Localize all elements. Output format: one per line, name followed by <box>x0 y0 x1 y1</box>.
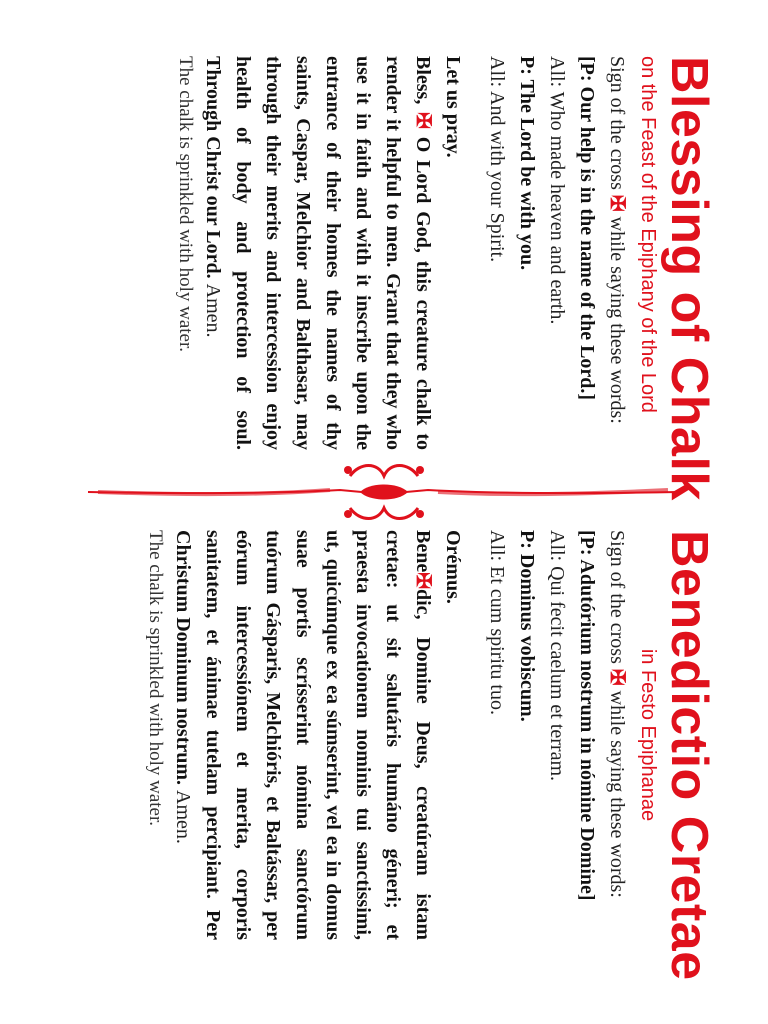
english-blessing-body: O Lord God, this creature chalk to render it helpful to men. Grant that they who use it in faith and with it inscribe upon the entrance of their homes the names of thy saints, Caspar, Melchior and Balthasar, may through their merits and intercession enjoy health of body and protection of soul. Through Christ our Lord. <box>202 56 434 451</box>
latin-blessing-start: Bene <box>412 530 434 573</box>
latin-subtitle: in Festo Epiphanae <box>637 648 659 822</box>
english-response-1: All: Who made heaven and earth. <box>546 56 568 325</box>
cross-icon: ✠ <box>606 668 628 686</box>
latin-title: Benedictio Cretae <box>660 530 718 981</box>
latin-blessing-body: dic, Domine Deus, creatúram istam cretae: ut sit salutáris humáno géneri; et praesta invocationem nominis tui sanctissimi, ut, quicúmque ex ea súmserint, vel ea in domus suae portis scrísserint nómina sanctórum tuórum Gásparis, Melchióris, et Baltássar, per eórum intercessiónem et merita, corporis sanitatem, et ánimae tutelam percipiant. Per Christum Dominum nostrum. <box>172 530 434 940</box>
latin-panel <box>0 510 768 980</box>
latin-versicle-2: P: Dominus vobiscum. <box>516 530 538 722</box>
cross-icon: ✠ <box>412 112 434 129</box>
english-intro-text-b: while saying these words: <box>606 216 628 424</box>
english-let-us-pray: Let us pray. <box>442 56 464 158</box>
latin-blessing-prayer <box>168 530 438 940</box>
english-rubric-note: The chalk is sprinkled with holy water. <box>175 56 196 353</box>
latin-response-2: All: Et cum spiritu tuo. <box>486 530 508 715</box>
english-versicle-1: [P: Our help is in the name of the Lord.] <box>576 56 598 401</box>
english-title: Blessing of Chalk <box>660 56 718 501</box>
latin-rubric-note: The chalk is sprinkled with holy water. <box>145 530 166 827</box>
latin-response-1: All: Qui fecit caelum et terram. <box>546 530 568 782</box>
cross-icon: ✠ <box>606 194 628 212</box>
english-intro <box>602 56 632 450</box>
english-versicle-2: P: The Lord be with you. <box>516 56 538 271</box>
english-intro-text-a: Sign of the cross <box>606 56 628 190</box>
english-subtitle: on the Feast of the Epiphany of the Lord <box>637 56 659 413</box>
english-blessing-prayer <box>198 56 438 450</box>
latin-intro-text-a: Sign of the cross <box>606 530 628 664</box>
cross-icon: ✠ <box>412 572 434 589</box>
english-response-2: All: And with your Spirit. <box>486 56 508 263</box>
latin-oremus: Orémus. <box>442 530 464 604</box>
latin-versicle-1: [P: Adutórium nostrum in nómine Domine] <box>576 530 598 901</box>
latin-intro <box>602 530 632 940</box>
latin-amen: Amen. <box>172 790 194 844</box>
english-blessing-start: Bless, <box>412 56 434 105</box>
latin-intro-text-b: while saying these words: <box>606 690 628 898</box>
english-amen: Amen. <box>202 283 224 338</box>
english-panel <box>0 0 768 501</box>
